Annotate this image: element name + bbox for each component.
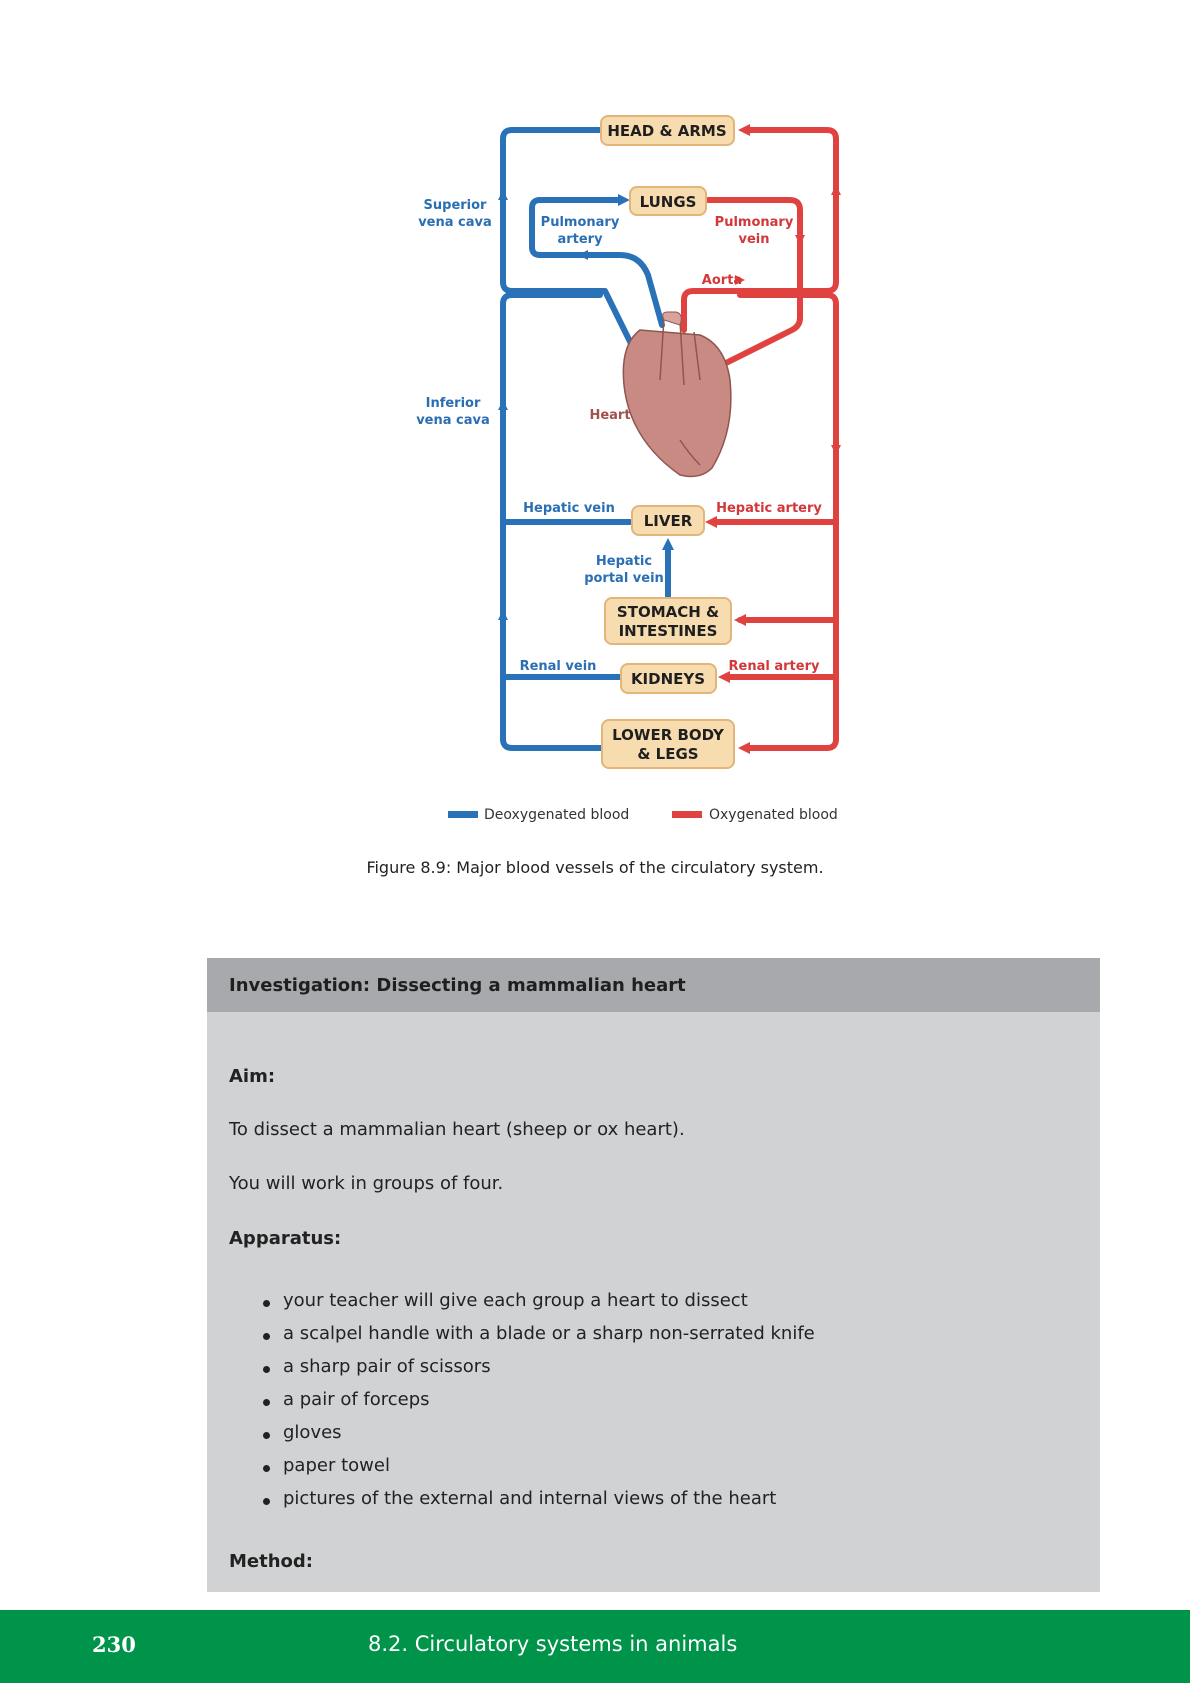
organ-kidneys [621, 664, 716, 693]
apparatus-heading: Apparatus: [229, 1228, 342, 1249]
label-inferior-vena-cava-2: vena cava [416, 413, 490, 428]
svg-text:HEAD & ARMS: HEAD & ARMS [607, 122, 727, 140]
method-heading: Method: [229, 1551, 313, 1572]
organ-stomach-intestines [605, 598, 731, 644]
organ-head-arms [601, 116, 734, 145]
svg-text:LOWER BODY: LOWER BODY [612, 726, 724, 744]
list-item: gloves [263, 1420, 815, 1453]
groups-text: You will work in groups of four. [229, 1173, 504, 1194]
label-hepatic-vein: Hepatic vein [523, 501, 615, 516]
legend-swatch-deoxygenated [448, 811, 478, 818]
label-inferior-vena-cava-1: Inferior [425, 396, 481, 411]
investigation-title: Investigation: Dissecting a mammalian heart [207, 958, 1100, 1012]
apparatus-list [263, 1288, 815, 1519]
aim-heading: Aim: [229, 1066, 276, 1087]
list-item: pictures of the external and internal views of the heart [263, 1486, 815, 1519]
label-renal-vein: Renal vein [519, 659, 597, 674]
label-superior-vena-cava-2: vena cava [418, 215, 492, 230]
legend-swatch-oxygenated [672, 811, 702, 818]
label-pulmonary-vein-1: Pulmonary [714, 215, 794, 230]
label-superior-vena-cava-1: Superior [423, 198, 487, 213]
page-number: 230 [92, 1632, 136, 1657]
organ-lower-body-legs [602, 720, 734, 768]
label-aorta: Aorta [701, 273, 743, 288]
label-pulmonary-artery-1: Pulmonary [540, 215, 620, 230]
svg-text:KIDNEYS: KIDNEYS [630, 670, 706, 688]
organ-liver [632, 506, 704, 535]
figure-caption: Figure 8.9: Major blood vessels of the circulatory system. [366, 858, 824, 877]
svg-text:LIVER: LIVER [643, 512, 693, 530]
page-footer [0, 1610, 1190, 1683]
list-item: your teacher will give each group a heart to dissect [263, 1288, 815, 1321]
svg-text:STOMACH &: STOMACH & [616, 603, 720, 621]
label-heart: Heart [589, 408, 631, 423]
label-hepatic-portal-vein-1: Hepatic [595, 554, 653, 569]
heart-illustration [623, 312, 731, 476]
list-item: a scalpel handle with a blade or a sharp non-serrated knife [263, 1321, 815, 1354]
aim-text: To dissect a mammalian heart (sheep or ox heart). [229, 1119, 685, 1140]
legend [448, 807, 838, 823]
chapter-title: 8.2. Circulatory systems in animals [368, 1632, 738, 1656]
list-item: paper towel [263, 1453, 815, 1486]
svg-text:INTESTINES: INTESTINES [618, 622, 718, 640]
aorta [684, 130, 836, 330]
organ-lungs [630, 187, 706, 215]
list-item: a pair of forceps [263, 1387, 815, 1420]
label-pulmonary-vein-2: vein [738, 232, 770, 247]
legend-deoxygenated: Deoxygenated blood [484, 807, 630, 823]
label-hepatic-portal-vein-2: portal vein [584, 571, 664, 586]
legend-oxygenated: Oxygenated blood [709, 807, 838, 823]
svg-text:& LEGS: & LEGS [637, 745, 699, 763]
label-pulmonary-artery-2: artery [557, 232, 603, 247]
superior-vena-cava [503, 130, 645, 372]
label-renal-artery: Renal artery [728, 659, 820, 674]
label-hepatic-artery: Hepatic artery [716, 501, 822, 516]
svg-text:LUNGS: LUNGS [639, 193, 697, 211]
list-item: a sharp pair of scissors [263, 1354, 815, 1387]
